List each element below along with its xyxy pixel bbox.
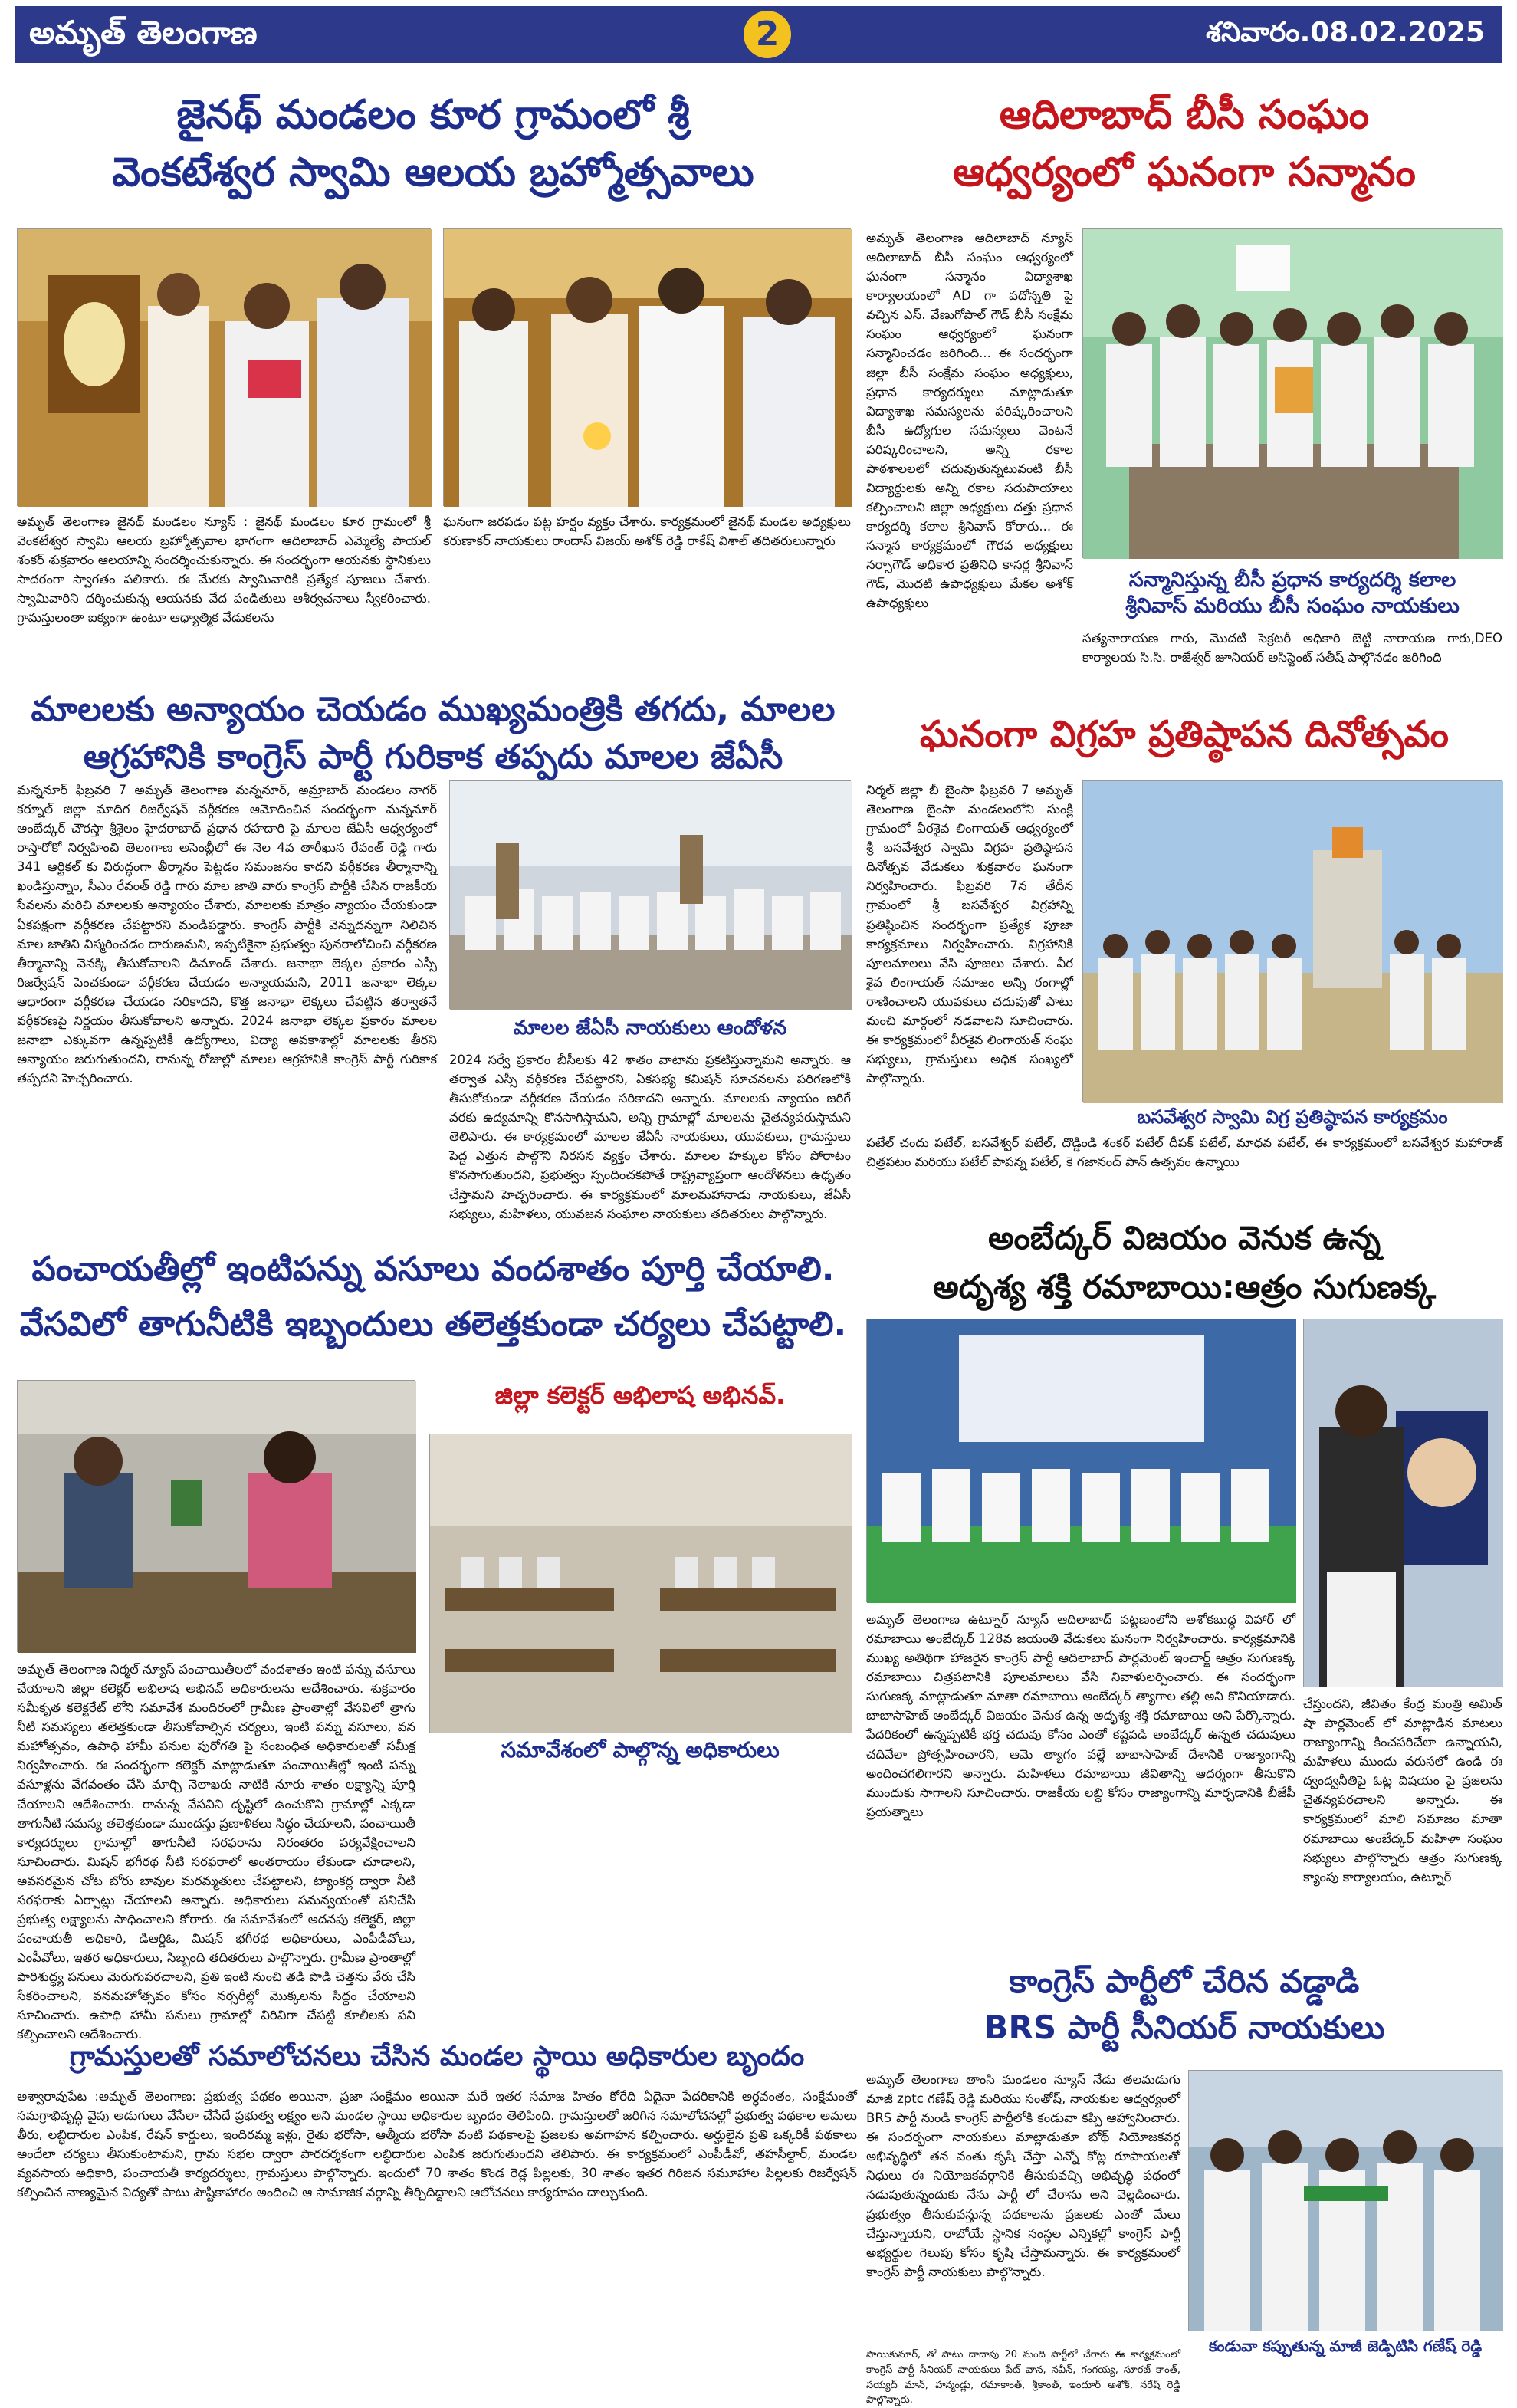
story4-caption: బసవేశ్వర స్వామి విగ్ర ప్రతిష్ఠాపన కార్యక్రమం: [1137, 1106, 1448, 1128]
meeting-hall-photo-illustration: [430, 1434, 852, 1733]
collector-meeting-photo-illustration: [18, 1381, 416, 1653]
story7-caption: కండువా కప్పుతున్న మాజీ జెడ్పిటిసి గణేష్ రెడ్డి: [1208, 2337, 1482, 2355]
story8-body: అశ్వారావుపేట :అమృత్ తెలంగాణ: ప్రభుత్వ పథకం అయినా, ప్రజా సంక్షేమం అయినా మరే ఇతర సమాజ హితం కోరేది ఏదైనా పేదరికానికి అర్ధవంతం, సంక్షేమంతో సమగ్రాభివృద్ధి వైపు అడుగులు వేసేలా చేసేదే ప్రభుత్వ లక్ష్యం అని మండల స్థాయి అధికారుల బృందం తెలిపింది. గ్రామస్తులతో జరిగిన సమాలోచనల్లో ప్రభుత్వ పథకాల అమలు తీరు, లబ్ధిదారుల ఎంపిక, రేషన్ కార్డులు, ఇందిరమ్మ ఇళ్లు, రైతు భరోసా, ఆత్మీయ భరోసా వంటి పథకాలపై ప్రజలకు అవగాహన కల్పించారు. అర్హులైన ప్రతి ఒక్కరికీ పథకాలు అందేలా చర్యలు తీసుకుంటామని, గ్రామ సభల ద్వారా పారదర్శకంగా లబ్ధిదారుల ఎంపిక జరుగుతుందని తెలిపారు. ఈ కార్యక్రమంలో ఎంపీడీవో, తహసీల్దార్, మండల వ్యవసాయ అధికారి, పంచాయతీ కార్యదర్శులు, గ్రామస్తులు పాల్గొన్నారు. ఇందులో 70 శాతం కొండ రెడ్ల పిల్లలకు, 30 శాతం ఇతర గిరిజన సమూహాల పిల్లలకు రిజర్వేషన్ కల్పించిన నాణ్యమైన విద్యతో పాటు పౌష్టికాహారం అందించి ఆ సామాజిక వర్గాన్ని తీర్చిదిద్దాలని ఆలోచనలు కార్యరూపం దాల్చుకుంది.: [17, 2089, 857, 2200]
story7-headline: [866, 1963, 1502, 2046]
story1-photo-right: [443, 228, 851, 506]
page-number-badge: 2: [744, 11, 791, 58]
jayanthi-stage-photo-illustration: [867, 1319, 1296, 1603]
story2-headline: [866, 92, 1502, 197]
story6-photo-left: [866, 1319, 1295, 1602]
story7-body-bottom: సాయికుమార్, తో పాటు దాదాపు 20 మంది పార్టీలో చేరారు ఈ కార్యక్రమంలో కాంగ్రెస్ పార్టీ సీనియర్ నాయకులు పేట్ వాన, నవీన్, గంగయ్య, సూరజ్ కాంత్, సయ్యద్ మాన్, హన్మండ్లు, రమాకాంత్, శ్రీకాంత్, ఇందూర్ అశోక్, నరేష్ రెడ్డి పాల్గొన్నారు.: [866, 2349, 1180, 2406]
story2-caption: [1082, 567, 1502, 619]
story5-caption: సమావేశంలో పాల్గొన్న అధికారులు: [501, 1737, 780, 1762]
story1-headline: [15, 92, 851, 197]
story5-photo-left: [17, 1380, 415, 1652]
story8-headline: గ్రామస్తులతో సమాలోచనలు చేసిన మండల స్థాయి అధికారుల బృందం: [69, 2041, 805, 2072]
story1-photo-left: [17, 228, 431, 506]
story6-headline: [866, 1219, 1502, 1306]
party-joining-photo-illustration: [1189, 2071, 1503, 2331]
story2-photo: [1082, 228, 1502, 558]
story3-body-left: మన్ననూర్ ఫిబ్రవరి 7 అమృత్ తెలంగాణ మన్ననూర్, అమ్రాబాద్ మండలం నాగర్ కర్నూల్ జిల్లా మాదిగ రిజర్వేషన్ వర్గీకరణ ఆమోదించిన సందర్భంగా మన్ననూర్ అంబేద్కర్ చౌరస్తా శ్రీశైలం హైదరాబాద్ ప్రధాన రహదారి పై మాలల జేఏసీ ఆధ్వర్యంలో రాస్తారోకో నిర్వహించి తెలంగాణ అసెంబ్లీలో ఈ నెల 4వ తారీఖున రేవంత్ రెడ్డి గారు 341 ఆర్టికల్ కు విరుద్ధంగా తీర్మానం పెట్టడం సమంజసం కాదని వర్గీకరణ తీర్మానాన్ని ఖండిస్తున్నాం, సీఎం రేవంత్ రెడ్డి గారు మాల జాతి వారు కాంగ్రెస్ పార్టీకి చేసిన రాజకీయ సేవలను మరిచి మాలలకు అన్యాయం చేశారు, మాలలకు మాత్రం న్యాయం చేయకుండా ఏకపక్షంగా వర్గీకరణ చేపట్టారని మండిపడ్డారు. కాంగ్రెస్ పార్టీకి వెన్నుదన్నుగా నిలిచిన మాల జాతిని విస్మరించడం దారుణమని, ఇప్పటికైనా ప్రభుత్వం పునరాలోచించి వర్గీకరణ తీర్మానాన్ని వెనక్కి తీసుకోవాలని డిమాండ్ చేశారు. జనాభా లెక్కల ప్రకారం ఎస్సీ రిజర్వేషన్ పెంచకుండా వర్గీకరణ చేయడం అన్యాయమని, 2011 జనాభా లెక్కల ఆధారంగా వర్గీకరణ చేయడం సరికాదని, కొత్త జనాభా లెక్కలు చేపట్టిన తర్వాతనే వర్గీకరణపై నిర్ణయం తీసుకోవాలని అన్నారు. 2024 జనాభా లెక్కల ప్రకారం మాలల జనాభా ఎక్కువగా ఉన్నప్పటికీ ఉద్యోగాలు, విద్యా అవకాశాల్లో మాలలకు తీరని అన్యాయం జరుగుతుందని, రానున్న రోజుల్లో మాలల ఆగ్రహానికి కాంగ్రెస్ పార్టీ గురికాక తప్పదని హెచ్చరించారు.: [17, 783, 437, 1086]
issue-date: శనివారం.08.02.2025: [1206, 17, 1485, 48]
story2-caption-line1: సన్మానిస్తున్న బీసీ ప్రధాన కార్యదర్శి కలాల: [1128, 568, 1456, 592]
story6-headline-line1: అంబేద్కర్ విజయం వెనుక ఉన్న: [988, 1219, 1381, 1257]
story3-headline-line2: ఆగ్రహానికి కాంగ్రెస్ పార్టీ గురికాక తప్పదు మాలల జేఏసీ: [83, 737, 783, 777]
story3-photo: [449, 780, 851, 1009]
portrait-tribute-photo-illustration: [1304, 1319, 1503, 1687]
story3-headline: [15, 690, 851, 777]
story5-body: అమృత్ తెలంగాణ నిర్మల్ న్యూస్ పంచాయితీలలో వందశాతం ఇంటి పన్ను వసూలు చేయాలని జిల్లా కలెక్టర్ అభిలాష అభినవ్ అధికారులను ఆదేశించారు. శుక్రవారం సమీకృత కలెక్టరేట్ లోని సమావేశ మందిరంలో గ్రామీణ ప్రాంతాల్లో వేసవిలో త్రాగు నీటి సమస్యలు తలెత్తకుండా తీసుకోవాల్సిన చర్యలు, ఇంటి పన్ను వసూలు, వన మహోత్సవం, ఉపాధి హామీ పనుల పురోగతి పై సంబంధిత అధికారులతో సమీక్ష నిర్వహించారు. ఈ సందర్భంగా కలెక్టర్ మాట్లాడుతూ పంచాయితీల్లో ఇంటి పన్ను వసూళ్లను వేగవంతం చేసి మార్చి నెలాఖరు నాటికి నూరు శాతం లక్ష్యాన్ని పూర్తి చేయాలని ఆదేశించారు. రానున్న వేసవిని దృష్టిలో ఉంచుకొని గ్రామాల్లో ఎక్కడా తాగునీటి సమస్య తలెత్తకుండా ముందస్తు ప్రణాళికలు సిద్ధం చేయాలని, పంచాయితీ కార్యదర్శులు గ్రామాల్లో తాగునీటి సరఫరాను నిరంతరం పర్యవేక్షించాలని సూచించారు. మిషన్ భగీరథ నీటి సరఫరాలో అంతరాయం లేకుండా చూడాలని, అవసరమైన చోట బోరు బావుల మరమ్మతులు చేపట్టాలని, ట్యాంకర్ల ద్వారా నీటి సరఫరాకు ఏర్పాట్లు చేయాలని అన్నారు. అధికారులు సమన్వయంతో పనిచేసి ప్రభుత్వ లక్ష్యాలను సాధించాలని కోరారు. ఈ సమావేశంలో అదనపు కలెక్టర్, జిల్లా పంచాయతీ అధికారి, డిఆర్డిఓ, మిషన్ భగీరథ అధికారులు, ఎంపీడీవోలు, ఎంపీవోలు, ఇతర అధికారులు, సిబ్బంది తదితరులు పాల్గొన్నారు. గ్రామీణ ప్రాంతాల్లో పారిశుద్ధ్య పనులు మెరుగుపరచాలని, ప్రతి ఇంటి నుంచి తడి పొడి చెత్తను వేరు చేసి సేకరించాలని, వనమహోత్సవం కోసం నర్సరీల్లో మొక్కలను సిద్ధం చేయాలని సూచించారు. ఉపాధి హామీ పనులు గ్రామాల్లో విరివిగా చేపట్టి కూలీలకు పని కల్పించాలని ఆదేశించారు.: [17, 1662, 415, 2042]
story2-body: అమృత్ తెలంగాణ ఆదిలాబాద్ న్యూస్ ఆదిలాబాద్ బీసీ సంఘం ఆధ్వర్యంలో ఘనంగా సన్మానం విద్యాశాఖ కార్యాలయంలో AD గా పదోన్నతి పై వచ్చిన ఎస్. వేణుగోపాల్ గౌడ్ బీసీ సంక్షేమ సంఘం ఆధ్వర్యంలో ఘనంగా సన్మానించడం జరిగింది... ఈ సందర్భంగా జిల్లా బీసీ సంక్షేమ సంఘం అధ్యక్షులు, ప్రధాన కార్యదర్శులు మాట్లాడుతూ విద్యాశాఖ సమస్యలను పరిష్కరించాలని బీసీ ఉద్యోగుల సమస్యలు వెంటనే పరిష్కరించాలని, అన్ని రకాల పాఠశాలలలో చదువుతున్నటువంటి బీసీ విద్యార్థులకు అన్ని రకాల సదుపాయాలు కల్పించాలని జిల్లా అధ్యక్షులు దత్తు ప్రధాన కార్యదర్శి కలాల శ్రీనివాస్ కోరారు... ఈ సన్మాన కార్యక్రమంలో గౌరవ అధ్యక్షులు నర్సాగౌడ్ అధికార ప్రతినిధి కాసర్ల శ్రీనివాస్ గౌడ్, మొదటి ఉపాధ్యక్షులు మేకల అశోక్ ఉపాధ్యక్షులు: [866, 231, 1073, 611]
story4-photo: [1082, 780, 1502, 1102]
newspaper-brand: అమృత్ తెలంగాణ: [29, 14, 258, 51]
story3-body-right: 2024 సర్వే ప్రకారం బీసీలకు 42 శాతం వాటాను ప్రకటిస్తున్నామని అన్నారు. ఆ తర్వాత ఎస్సీ వర్గీకరణ చేపట్టారని, ఏకసభ్య కమిషన్ సూచనలను పరిగణలోకి తీసుకోకుండా వర్గీకరణ చేయడం సరికాదని అన్నారు. మాలలకు న్యాయం జరిగే వరకు ఉద్యమాన్ని కొనసాగిస్తామని, అన్ని గ్రామాల్లో మాలలను చైతన్యపరుస్తామని తెలిపారు. ఈ కార్యక్రమంలో మాలల జేఏసీ నాయకులు, యువకులు, గ్రామస్తులు పెద్ద ఎత్తున పాల్గొని నిరసన వ్యక్తం చేశారు. మాలల హక్కుల కోసం పోరాటం కొనసాగుతుందని, ప్రభుత్వం స్పందించకపోతే రాష్ట్రవ్యాప్తంగా ఆందోళనలు ఉధృతం చేస్తామని హెచ్చరించారు. ఈ కార్యక్రమంలో మాలమహానాడు నాయకులు, జేఏసీ సభ్యులు, మహిళలు, యువజన సంఘాల నాయకులు తదితరులు పాల్గొన్నారు.: [449, 1053, 851, 1221]
story5-headline: [15, 1250, 851, 1345]
puja-photo-illustration: [444, 229, 852, 507]
story4-headline: ఘనంగా విగ్రహ ప్రతిష్ఠాపన దినోత్సవం: [920, 713, 1449, 756]
story5-byline: జిల్లా కలెక్టర్ అభిలాష అభినవ్.: [494, 1381, 786, 1410]
story1-headline-line1: జైనథ్ మండలం కూర గ్రామంలో శ్రీ: [176, 92, 690, 138]
protest-photo-illustration: [450, 781, 852, 1010]
story1-headline-line2: వెంకటేశ్వర స్వామి ఆలయ బ్రహ్మోత్సవాలు: [112, 149, 754, 196]
story2-headline-line1: ఆదిలాబాద్ బీసీ సంఘం: [999, 92, 1370, 138]
story2-headline-line2: ఆధ్వర్యంలో ఘనంగా సన్మానం: [953, 149, 1416, 196]
story1-body-left: అమృత్ తెలంగాణ జైనథ్ మండలం న్యూస్ : జైనథ్ మండలం కూర గ్రామంలో శ్రీ వెంకటేశ్వర స్వామి ఆలయ బ్రహ్మోత్సవాల భాగంగా ఆదిలాబాద్ ఎమ్మెల్యే పాయల్ శంకర్ శుక్రవారం ఆలయాన్ని సందర్శించుకున్నారు. ఈ సందర్భంగా ఆయనకు స్థానికులు సాదరంగా స్వాగతం పలికారు. ఈ మేరకు స్వామివారికి ప్రత్యేక పూజలు చేశారు. స్వామివారిని దర్శించుకున్న ఆయనకు వేద పండితులు ఆశీర్వచనాలు స్వీకరించారు. గ్రామస్తులంతా ఐక్యంగా ఉంటూ ఆధ్యాత్మిక వేడుకలను: [17, 514, 431, 626]
felicitation-photo-illustration: [1083, 229, 1503, 559]
story6-body-right: చేస్తుందని, జీవితం కేంద్ర మంత్రి అమిత్ షా పార్లమెంట్ లో మాట్లాడిన మాటలు రాజ్యాంగాన్ని కించపరిచేలా ఉన్నాయని, మహిళలు ముందు వరుసలో ఉండి ఈ ద్వంద్వనీతిపై ఓట్ల విషయం పై ప్రజలను చైతన్యపరచాలని అన్నారు. ఈ కార్యక్రమంలో మాలి సమాజం మాతా రమాబాయి అంబేద్కర్ మహిళా సంఘం సభ్యులు పాల్గొన్నారు ఆత్రం సుగుణక్క క్యాంపు కార్యాలయం, ఉట్నూర్: [1303, 1697, 1502, 1884]
story5-photo-right: [429, 1434, 851, 1733]
story1-body-right: ఘనంగా జరపడం పట్ల హర్షం వ్యక్తం చేశారు. కార్యక్రమంలో జైనథ్ మండల అధ్యక్షులు కరుణాకర్ నాయకులు రాందాస్ విజయ్ అశోక్ రెడ్డి రాకేష్ విశాల్ తదితరులున్నారు: [443, 514, 851, 549]
story2-caption-line2: శ్రీనివాస్ మరియు బీసీ సంఘం నాయకులు: [1125, 593, 1460, 618]
story3-headline-line1: మాలలకు అన్యాయం చెయడం ముఖ్యమంత్రికి తగదు, మాలల: [31, 690, 836, 729]
story7-headline-line2: BRS పార్టీ సీనియర్ నాయకులు: [983, 2008, 1385, 2046]
idol-ceremony-photo-illustration: [1083, 781, 1503, 1103]
story6-photo-right: [1303, 1319, 1502, 1687]
temple-photo-illustration: [18, 229, 432, 507]
story6-body-left: అమృత్ తెలంగాణ ఉట్నూర్ న్యూస్ ఆదిలాబాద్ పట్టణంలోని అశోకబుద్ధ విహార్ లో రమాబాయి అంబేద్కర్ 128వ జయంతి వేడుకలు ఘనంగా నిర్వహించారు. కార్యక్రమానికి ముఖ్య అతిథిగా హాజరైన కాంగ్రెస్ పార్టీ ఆదిలాబాద్ పార్లమెంట్ ఇంచార్జ్ ఆత్రం సుగుణక్క రమాబాయి చిత్రపటానికి పూలమాలలు వేసి నివాళులర్పించారు. ఈ సందర్భంగా సుగుణక్క మాట్లాడుతూ మాతా రమాబాయి అంబేద్కర్ త్యాగాల తల్లి అని కొనియాడారు. బాబాసాహెబ్ అంబేద్కర్ విజయం వెనుక ఉన్న అదృశ్య శక్తి రమాబాయి అని పేర్కొన్నారు. పేదరికంలో ఉన్నప్పటికీ భర్త చదువు కోసం ఎంతో కష్టపడి అంబేద్కర్ ఉన్నత చదువులు చదివేలా ప్రోత్సహించారని, ఆమె త్యాగం వల్లే బాబాసాహెబ్ దేశానికి రాజ్యాంగాన్ని అందించగలిగారని అన్నారు. మహిళలు రమాబాయి జీవితాన్ని ఆదర్శంగా తీసుకొని ముందుకు సాగాలని సూచించారు. రాజకీయ లబ్ధి కోసం రాజ్యాంగాన్ని మార్చడానికి బీజేపీ ప్రయత్నాలు: [866, 1612, 1295, 1819]
story7-photo: [1188, 2070, 1502, 2331]
story6-headline-line2: అదృశ్య శక్తి రమాబాయి:ఆత్రం సుగుణక్క: [933, 1267, 1436, 1306]
story3-caption: మాలల జేఏసీ నాయకులు ఆందోళన: [513, 1017, 787, 1040]
story5-headline-line1: పంచాయతీల్లో ఇంటిపన్ను వసూలు వందశాతం పూర్తి చేయాలి.: [31, 1250, 835, 1289]
story7-headline-line1: కాంగ్రెస్ పార్టీలో చేరిన వడ్డాడి: [1009, 1963, 1360, 2000]
story4-body: నిర్మల్ జిల్లా బీ బైంసా ఫిబ్రవరి 7 అమృత్ తెలంగాణ బైంసా మండలంలోని సుంక్లి గ్రామంలో వీరశైవ లింగాయత్ ఆధ్వర్యంలో శ్రీ బసవేశ్వర స్వామి విగ్రహ ప్రతిష్ఠాపన దినోత్సవ వేడుకలు శుక్రవారం ఘనంగా నిర్వహించారు. ఫిబ్రవరి 7న తేదీన గ్రామంలో శ్రీ బసవేశ్వర విగ్రహాన్ని ప్రతిష్ఠించిన సందర్భంగా ప్రత్యేక పూజా కార్యక్రమాలు నిర్వహించారు. విగ్రహానికి పూలమాలలు వేసి పూజలు చేశారు. వీర శైవ లింగాయత్ సమాజం అన్ని రంగాల్లో రాణించాలని యువకులు చదువుతో పాటు మంచి మార్గంలో నడవాలని సూచించారు. ఈ కార్యక్రమంలో వీరశైవ లింగాయత్ సంఘ సభ్యులు, గ్రామస్తులు అధిక సంఖ్యలో పాల్గొన్నారు.: [866, 783, 1073, 1086]
story2-body-bottom: సత్యనారాయణ గారు, మొదటి సెక్రటరీ అధికారి బెట్టి నారాయణ గారు,DEO కార్యాలయ సి.సి. రాజేశ్వర్ జూనియర్ అసిస్టెంట్ సతీష్ పాల్గొనడం జరిగింది: [1082, 631, 1502, 665]
story7-body: అమృత్ తెలంగాణ తాంసి మండలం న్యూస్ నేడు తలమడుగు మాజీ zptc గణేష్ రెడ్డి మరియు సంతోష్, నాయకుల ఆధ్వర్యంలో BRS పార్టీ నుండి కాంగ్రెస్ పార్టీలోకి కండువా కప్పి ఆహ్వానించారు. ఈ సందర్భంగా నాయకులు మాట్లాడుతూ బోథ్ నియోజకవర్గ అభివృద్ధిలో తన వంతు కృషి చేస్తా ఎన్నో కోట్ల రూపాయలతో నిధులు ఈ నియోజకవర్గానికి తీసుకువచ్చి అభివృద్ధి పథంలో నడుపుతున్నందుకు నేను పార్టీ లో చేరాను అని వెల్లడించారు. ప్రభుత్వం తీసుకువస్తున్న పథకాలను ప్రజలకు ఎంతో మేలు చేస్తున్నాయని, రాబోయే స్థానిక సంస్థల ఎన్నికల్లో కాంగ్రెస్ పార్టీ అభ్యర్థుల గెలుపు కోసం కృషి చేస్తామన్నారు. ఈ కార్యక్రమంలో కాంగ్రెస్ పార్టీ నాయకులు పాల్గొన్నారు.: [866, 2072, 1180, 2279]
masthead: [15, 6, 1502, 63]
story5-headline-line2: వేసవిలో తాగునీటికి ఇబ్బందులు తలెత్తకుండా చర్యలు చేపట్టాలి.: [19, 1304, 847, 1344]
story4-body-bottom: పటేల్ చందు పటేల్, బసవేశ్వర్ పటేల్, దొడ్డిండి శంకర్ పటేల్ దీపక్ పటేల్, మాధవ పటేల్, ఈ కార్యక్రమంలో బసవేశ్వర మహారాజ్ చిత్రపటం మరియు పటేల్ పాపన్న పటేల్, కె గజానంద్ పాన్ ఉత్సవం ఉన్నాయి: [866, 1135, 1502, 1170]
